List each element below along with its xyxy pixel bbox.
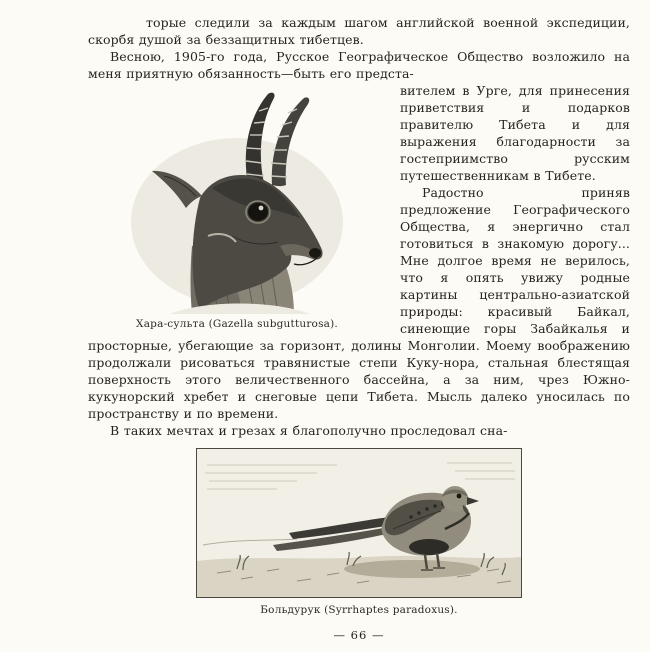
- page-number: — 66 —: [333, 628, 385, 642]
- gazelle-caption: Хара-сульта (Gazella subgutturosa).: [136, 318, 338, 330]
- paragraph-joyful-acceptance: Радостно приняв предложение Географического Общества, я энергично стал готовиться в знакомую дорогу... Мне долгое время не верилось, что я опять увижу родные картины центрально-азиатской природы: красивый Байкал, синеющие горы Забайкалья и просторные, убегающие за горизонт, долины Монголии. Моему воображению продолжали рисоваться травянистые степи Куку-нора, стальная блестящая поверхность этого величественного бассейна, а за ним, чрез Южно-кукунорский хребет и снеговые цепи Тибета. Мысль далеко уносилась по пространству и по времени.: [88, 185, 630, 421]
- wrapped-text-block: [88, 82, 630, 422]
- paragraph-continuation: торые следили за каждым шагом английской военной экспедиции, скорбя душой за беззащитных тибетцев.: [88, 15, 630, 47]
- sandgrouse-illustration: [197, 449, 521, 597]
- gazelle-art: [131, 93, 343, 314]
- paragraph-dreams: В таких мечтах и грезах я благополучно проследовал сна-: [110, 423, 508, 438]
- sandgrouse-figure: [196, 448, 522, 617]
- sandgrouse-caption: Больдурук (Syrrhaptes paradoxus).: [260, 604, 458, 616]
- gazelle-figure: [88, 86, 386, 331]
- sandgrouse-art: [197, 449, 521, 597]
- paragraph-envoy-urga: вителем в Урге, для принесения приветствия и подарков правителю Тибета и для выражения благодарности за гостеприимство русским путешественникам в Тибете.: [400, 83, 630, 183]
- sandgrouse-frame: [196, 448, 522, 598]
- paragraph-spring-1905: Весною, 1905-го года, Русское Географическое Общество возложило на меня приятную обязанность—быть его предста-: [88, 49, 630, 81]
- gazelle-illustration: [112, 86, 362, 314]
